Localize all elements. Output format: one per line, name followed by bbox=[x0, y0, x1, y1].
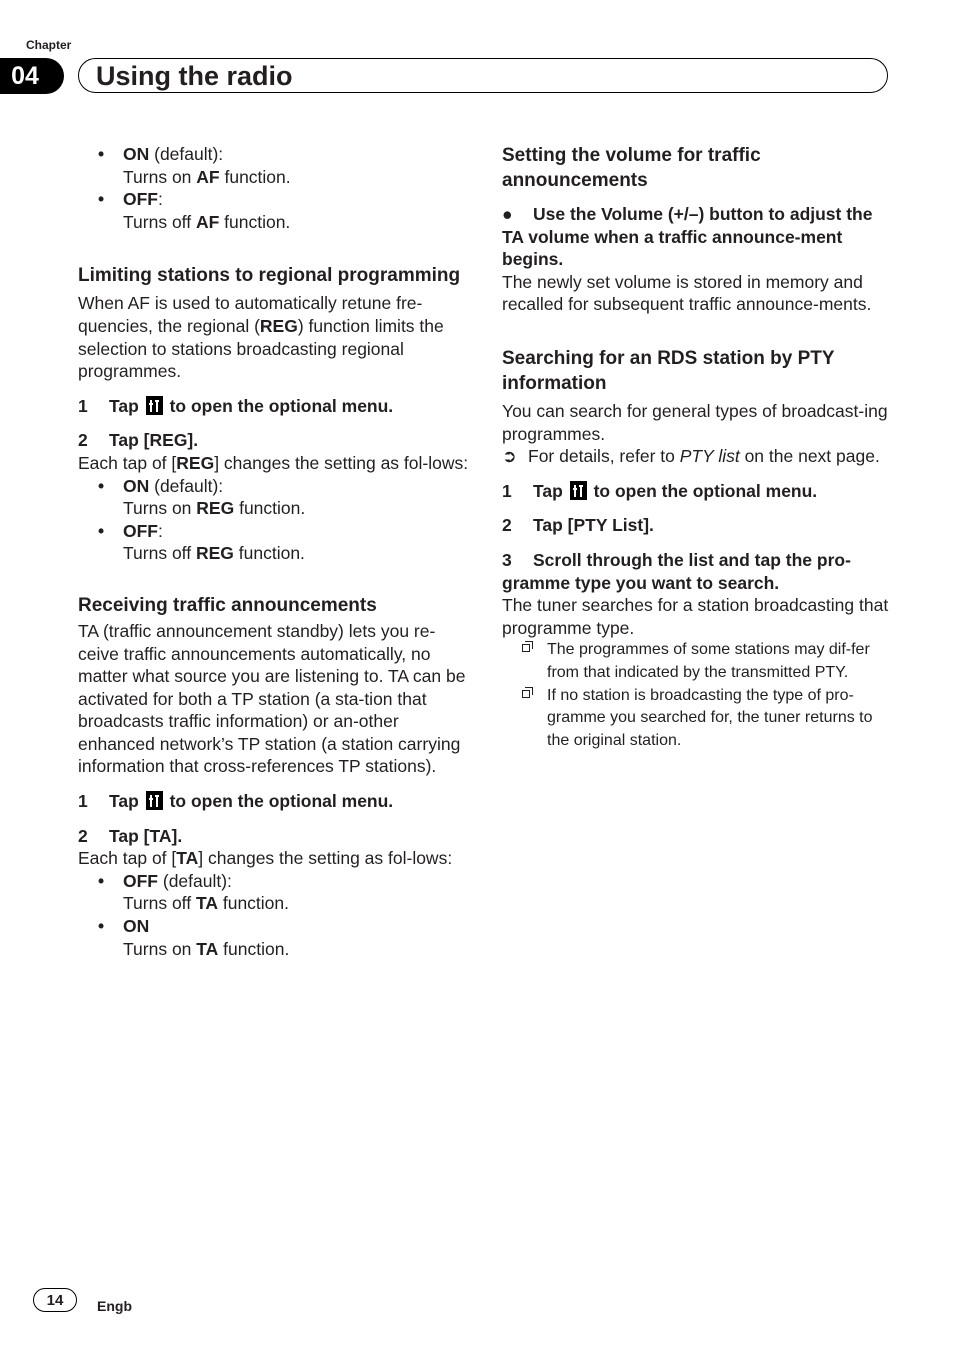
volume-body: The newly set volume is stored in memory and recalled for subsequent traffic announce-ments. bbox=[502, 271, 872, 315]
bullet-icon: • bbox=[98, 475, 105, 496]
step-text-post: to open the optional menu. bbox=[169, 791, 394, 812]
menu-icon bbox=[146, 791, 163, 810]
option-desc-post: function. bbox=[233, 543, 305, 564]
instruction-text: Use the Volume (+/–) button to adjust the TA volume when a traffic announce-ment begins. bbox=[502, 204, 873, 270]
pty-step-1 bbox=[502, 480, 894, 503]
option-name: OFF bbox=[123, 870, 158, 891]
bullet-icon: • bbox=[98, 189, 105, 210]
af-option-off bbox=[78, 188, 470, 233]
regional-body-post: ) function limits the selection to stations broadcasting regional programmes. bbox=[78, 315, 444, 382]
chapter-number-badge: 04 bbox=[0, 58, 64, 94]
option-suffix: : bbox=[158, 520, 163, 541]
volume-instruction bbox=[502, 203, 894, 271]
step-text: Scroll through the list and tap the pro-gramme type you want to search. bbox=[502, 549, 851, 593]
regional-each-tap bbox=[78, 452, 470, 475]
traffic-step-2 bbox=[78, 825, 470, 848]
regional-step-1 bbox=[78, 395, 470, 418]
option-desc-post: function. bbox=[219, 211, 291, 232]
option-desc-pre: Turns off bbox=[123, 543, 196, 564]
step-number: 2 bbox=[502, 515, 512, 536]
step-text: Tap [REG]. bbox=[109, 430, 199, 451]
reference-pre: For details, refer to bbox=[528, 446, 680, 467]
ta-option-on bbox=[78, 915, 470, 960]
reg-option-off bbox=[78, 520, 470, 565]
pty-step-3 bbox=[502, 549, 894, 594]
left-column bbox=[78, 143, 470, 960]
traffic-body: TA (traffic announcement standby) lets you re-ceive traffic announcements automatically, no matter what source you are listening to. TA can be activated for both a TP station (a sta-tion that broadcasts traffic information) or an-other enhanced network’s TP station (a station carrying information that cross-references TP stations). bbox=[78, 620, 466, 777]
option-desc-bold: TA bbox=[196, 938, 219, 959]
bullet-icon: • bbox=[98, 916, 105, 937]
option-desc-post: function. bbox=[219, 166, 291, 187]
each-post: ] changes the setting as fol-lows: bbox=[214, 452, 469, 473]
bullet-icon: • bbox=[98, 870, 105, 891]
menu-icon bbox=[146, 396, 163, 415]
bullet-icon: • bbox=[98, 144, 105, 164]
menu-icon bbox=[570, 481, 587, 500]
option-name: ON bbox=[123, 916, 150, 937]
step-text-pre: Tap bbox=[109, 791, 139, 812]
chapter-title: Using the radio bbox=[96, 61, 293, 91]
each-bold: REG bbox=[176, 452, 215, 473]
each-bold: TA bbox=[176, 848, 199, 869]
option-suffix: (default): bbox=[158, 870, 232, 891]
note-text: The programmes of some stations may dif-fer from that indicated by the transmitted PTY. bbox=[547, 641, 870, 681]
option-desc-pre: Turns on bbox=[123, 938, 197, 959]
af-option-on bbox=[78, 143, 470, 188]
reference-post: on the next page. bbox=[739, 446, 880, 467]
option-suffix: (default): bbox=[149, 144, 224, 164]
each-post: ] changes the setting as fol-lows: bbox=[198, 848, 453, 869]
pty-body: You can search for general types of broadcast-ing programmes. bbox=[502, 400, 888, 444]
regional-body-pre: When AF is used to automatically retune fre-quencies, the regional ( bbox=[78, 293, 423, 336]
bullet-icon: • bbox=[98, 520, 105, 541]
option-desc-bold: REG bbox=[196, 498, 235, 519]
option-suffix: : bbox=[158, 189, 163, 210]
option-desc-pre: Turns on bbox=[123, 498, 197, 519]
step-text: Tap [TA]. bbox=[109, 825, 183, 846]
option-desc-pre: Turns off bbox=[123, 893, 196, 914]
option-name: ON bbox=[123, 475, 150, 496]
each-pre: Each tap of [ bbox=[78, 452, 177, 473]
page-number: 14 bbox=[33, 1288, 77, 1312]
arrow-right-icon: ➲ bbox=[502, 446, 517, 467]
note-text: If no station is broadcasting the type of pro-gramme you searched for, the tuner returns to the original station. bbox=[547, 686, 873, 749]
option-desc-bold: AF bbox=[196, 166, 220, 187]
step-text-post: to open the optional menu. bbox=[593, 480, 818, 501]
reference-link[interactable]: PTY list bbox=[679, 446, 740, 467]
step-text-pre: Tap bbox=[109, 395, 139, 416]
option-desc-post: function. bbox=[234, 498, 306, 519]
checkbox-note-icon bbox=[522, 644, 530, 652]
option-desc-bold: AF bbox=[195, 211, 220, 232]
pty-step-3-body: The tuner searches for a station broadcasting that programme type. bbox=[502, 595, 889, 638]
step-text-pre: Tap bbox=[533, 480, 563, 501]
option-desc-pre: Turns on bbox=[123, 166, 197, 187]
option-desc-bold: REG bbox=[195, 543, 234, 564]
checkbox-note-icon bbox=[522, 690, 530, 698]
step-number: 1 bbox=[502, 480, 512, 501]
pty-note-2 bbox=[502, 685, 894, 753]
step-number: 1 bbox=[78, 395, 88, 416]
each-pre: Each tap of [ bbox=[78, 848, 177, 869]
option-name: ON bbox=[123, 144, 150, 164]
step-number: 3 bbox=[502, 549, 512, 570]
step-number: 2 bbox=[78, 430, 88, 451]
section-heading-volume: Setting the volume for traffic announcements bbox=[502, 145, 761, 191]
step-text: Tap [PTY List]. bbox=[533, 515, 654, 536]
pty-note-1 bbox=[502, 639, 894, 684]
right-column bbox=[502, 143, 894, 752]
section-heading-regional: Limiting stations to regional programming bbox=[78, 265, 461, 287]
filled-bullet-icon: ● bbox=[502, 204, 513, 224]
pty-reference bbox=[502, 445, 894, 468]
section-heading-pty: Searching for an RDS station by PTY information bbox=[502, 347, 835, 394]
regional-body-bold: REG bbox=[259, 315, 298, 336]
traffic-each-tap bbox=[78, 847, 470, 870]
option-desc-post: function. bbox=[218, 938, 290, 959]
option-name: OFF bbox=[123, 189, 158, 210]
language-code: Engb bbox=[97, 1298, 132, 1314]
pty-step-2 bbox=[502, 514, 894, 537]
step-text-post: to open the optional menu. bbox=[169, 395, 394, 416]
section-heading-traffic: Receiving traffic announcements bbox=[78, 594, 377, 616]
regional-body bbox=[78, 292, 470, 382]
reg-option-on bbox=[78, 475, 470, 520]
chapter-label: Chapter bbox=[26, 38, 72, 52]
option-desc-bold: TA bbox=[195, 893, 218, 914]
regional-step-2 bbox=[78, 429, 470, 452]
step-number: 1 bbox=[78, 791, 88, 812]
option-name: OFF bbox=[123, 520, 158, 541]
option-desc-pre: Turns off bbox=[123, 211, 196, 232]
option-desc-post: function. bbox=[217, 893, 290, 914]
step-number: 2 bbox=[78, 825, 88, 846]
option-suffix: (default): bbox=[149, 475, 224, 496]
traffic-step-1 bbox=[78, 790, 470, 813]
ta-option-off bbox=[78, 870, 470, 915]
